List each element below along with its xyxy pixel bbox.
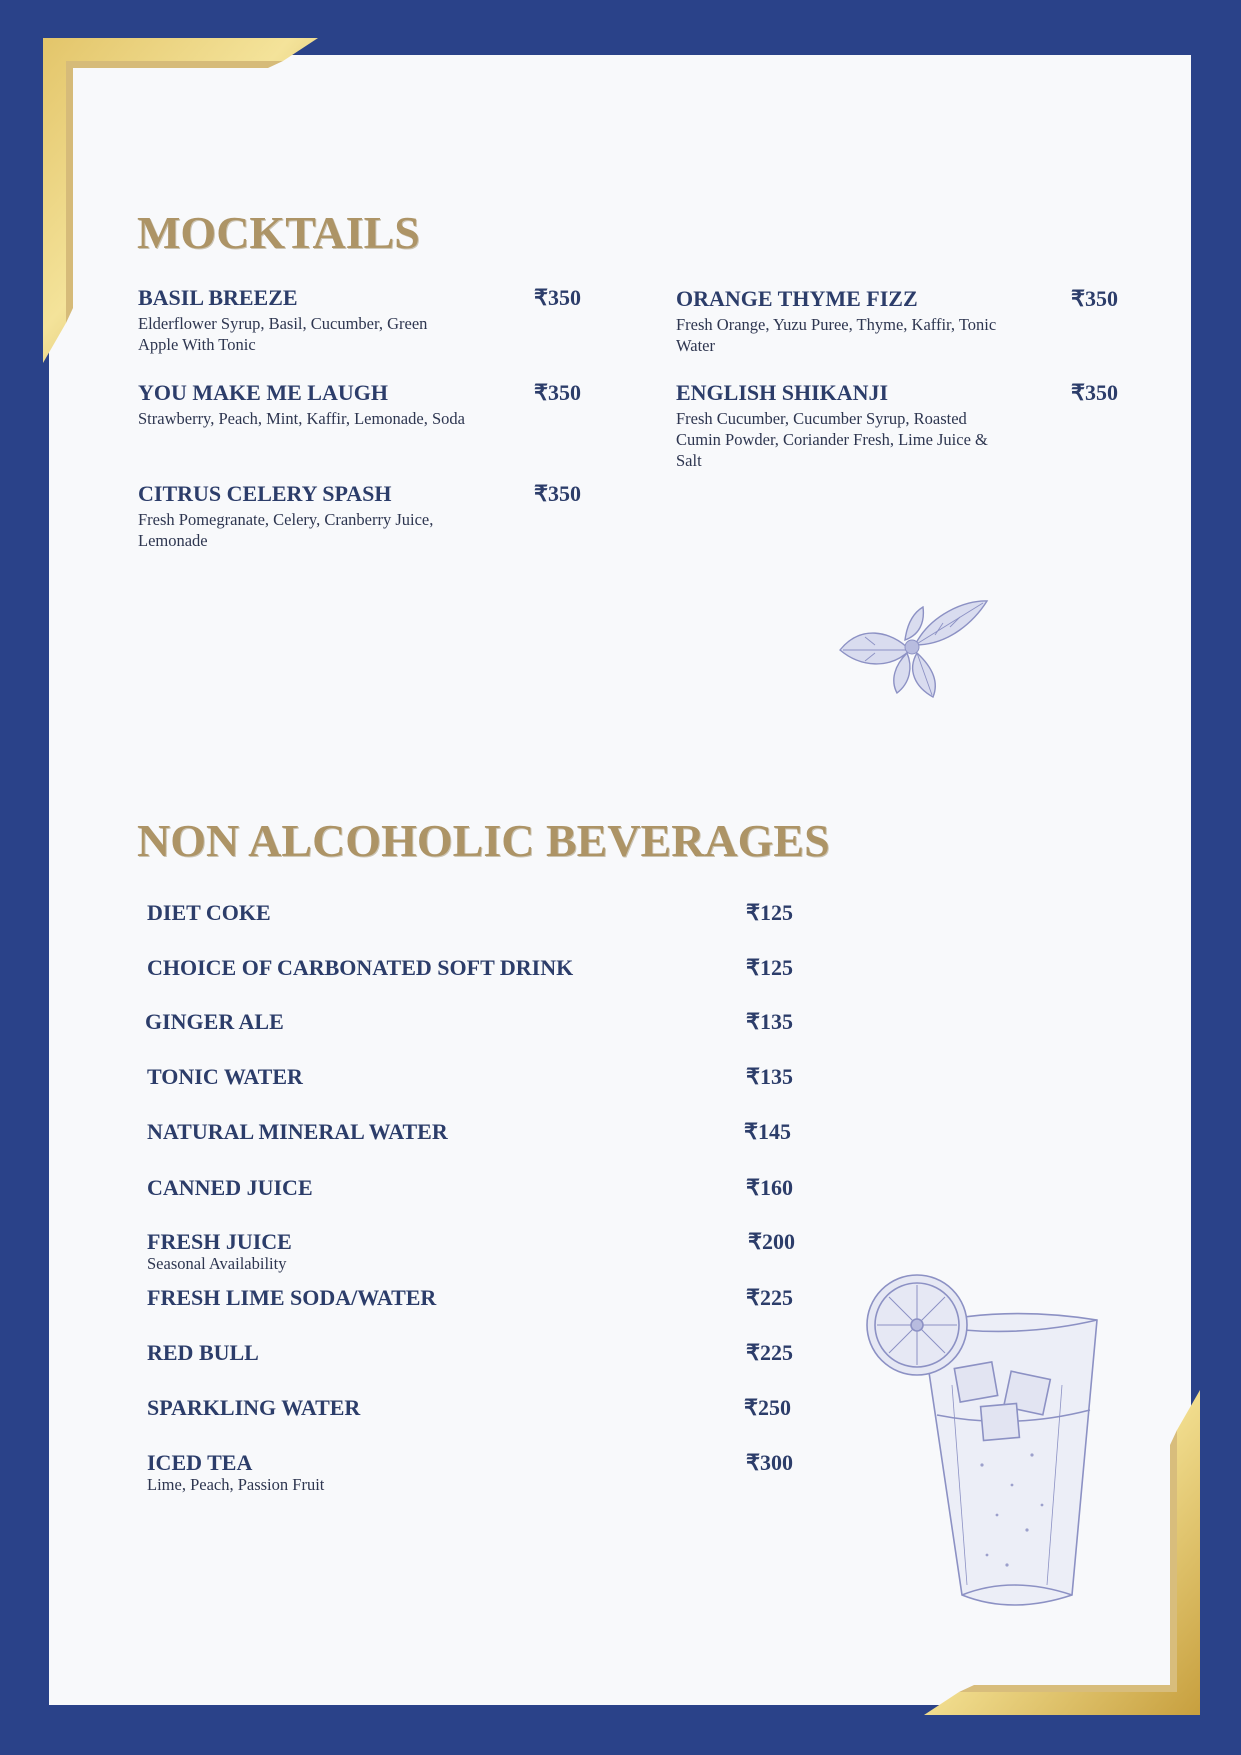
item-price: ₹300	[746, 1450, 793, 1475]
item-price: ₹200	[748, 1229, 795, 1254]
item-name: CANNED JUICE	[147, 1175, 313, 1200]
item-price: ₹125	[746, 955, 793, 980]
item-name: NATURAL MINERAL WATER	[147, 1119, 448, 1144]
non-alcoholic-title: NON ALCOHOLIC BEVERAGES	[137, 815, 830, 866]
menu-item-ginger-ale	[145, 1009, 284, 1035]
item-name: CHOICE OF CARBONATED SOFT DRINK	[147, 955, 574, 980]
item-name: FRESH JUICE	[147, 1229, 292, 1254]
item-price: ₹350	[1071, 380, 1118, 405]
menu-item-english-shikanji	[676, 380, 1006, 471]
item-description: Fresh Cucumber, Cucumber Syrup, Roasted Cumin Powder, Coriander Fresh, Lime Juice & Salt	[676, 409, 988, 470]
menu-item-canned-juice	[147, 1175, 313, 1201]
item-price: ₹135	[746, 1009, 793, 1034]
item-name: TONIC WATER	[147, 1064, 303, 1089]
item-name: FRESH LIME SODA/WATER	[147, 1285, 437, 1310]
mocktails-title: MOCKTAILS	[137, 207, 420, 258]
menu-item-tonic-water	[147, 1064, 303, 1090]
menu-item-you-make-me-laugh	[138, 380, 468, 429]
menu-item-orange-thyme-fizz	[676, 286, 1006, 356]
menu-item-carbonated-soft-drink	[147, 955, 573, 981]
item-name: BASIL BREEZE	[138, 285, 298, 310]
item-name: ENGLISH SHIKANJI	[676, 380, 889, 405]
menu-item-iced-tea	[147, 1450, 324, 1495]
item-name: RED BULL	[147, 1340, 259, 1365]
item-description: Seasonal Availability	[147, 1254, 287, 1273]
item-name: ORANGE THYME FIZZ	[676, 286, 918, 311]
item-price: ₹160	[746, 1175, 793, 1200]
item-price: ₹250	[744, 1395, 791, 1420]
item-name: DIET COKE	[147, 900, 271, 925]
item-price: ₹145	[744, 1119, 791, 1144]
item-name: YOU MAKE ME LAUGH	[138, 380, 388, 405]
item-description: Elderflower Syrup, Basil, Cucumber, Green Apple With Tonic	[138, 314, 428, 354]
item-description: Lime, Peach, Passion Fruit	[147, 1475, 325, 1494]
item-price: ₹350	[534, 380, 581, 405]
item-description: Fresh Orange, Yuzu Puree, Thyme, Kaffir, Tonic Water	[676, 315, 997, 355]
item-price: ₹225	[746, 1285, 793, 1310]
menu-item-citrus-celery-spash	[138, 481, 468, 551]
item-description: Fresh Pomegranate, Celery, Cranberry Juice, Lemonade	[138, 510, 434, 550]
item-price: ₹125	[746, 900, 793, 925]
item-name: CITRUS CELERY SPASH	[138, 481, 392, 506]
menu-item-natural-mineral-water	[147, 1119, 448, 1145]
iced-drink-glass-icon	[862, 1265, 1102, 1615]
item-name: ICED TEA	[147, 1450, 253, 1475]
item-name: SPARKLING WATER	[147, 1395, 361, 1420]
item-price: ₹350	[534, 285, 581, 310]
mint-leaf-icon	[835, 595, 990, 700]
menu-item-fresh-lime-soda	[147, 1285, 436, 1311]
item-description: Strawberry, Peach, Mint, Kaffir, Lemonade, Soda	[138, 409, 465, 428]
menu-item-diet-coke	[147, 900, 271, 926]
menu-item-red-bull	[147, 1340, 259, 1366]
item-name: GINGER ALE	[145, 1009, 284, 1034]
item-price: ₹350	[534, 481, 581, 506]
item-price: ₹350	[1071, 286, 1118, 311]
menu-item-fresh-juice	[147, 1229, 292, 1274]
item-price: ₹225	[746, 1340, 793, 1365]
item-price: ₹135	[746, 1064, 793, 1089]
menu-item-basil-breeze	[138, 285, 468, 355]
menu-item-sparkling-water	[147, 1395, 360, 1421]
